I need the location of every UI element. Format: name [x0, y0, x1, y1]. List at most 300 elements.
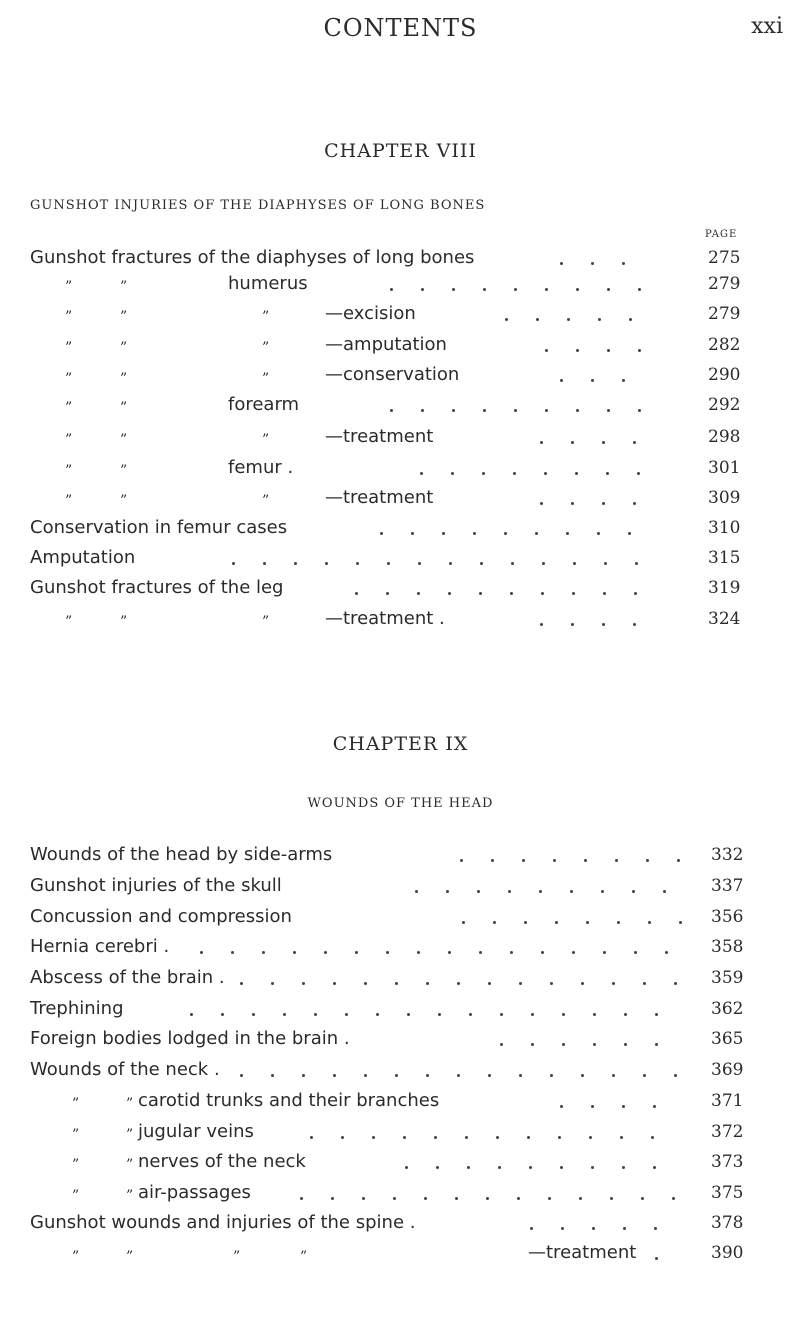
ditto-mark: ”: [126, 1188, 134, 1204]
leader-dot: [570, 890, 573, 893]
leader-dot: [493, 921, 496, 924]
leader-dot: [604, 562, 607, 565]
leader-dot: [510, 951, 513, 954]
leader-dot: [555, 921, 558, 924]
leader-dot: [240, 1074, 243, 1077]
leader-dot: [579, 1197, 582, 1200]
toc-entry-text: Wounds of the head by side-arms: [30, 844, 333, 865]
ditto-mark: ”: [262, 614, 270, 630]
leader-dot: [426, 1074, 429, 1077]
leader-dot: [514, 409, 517, 412]
leader-dot: [510, 592, 513, 595]
leader-dot: [648, 921, 651, 924]
toc-entry-page: 356: [711, 907, 744, 927]
leader-dot: [633, 623, 636, 626]
leader-dot: [271, 982, 274, 985]
toc-entry-page: 337: [711, 876, 744, 896]
leader-dot: [655, 1257, 658, 1260]
leader-dot: [480, 562, 483, 565]
leader-dot: [479, 592, 482, 595]
leader-dot: [448, 951, 451, 954]
leader-dot: [576, 349, 579, 352]
leader-dot: [572, 592, 575, 595]
leader-dot: [293, 951, 296, 954]
ditto-mark: ”: [72, 1249, 80, 1265]
toc-entry-text: Gunshot injuries of the skull: [30, 875, 282, 896]
toc-entry-page: 309: [708, 488, 741, 508]
leader-dot: [262, 951, 265, 954]
leader-dot: [452, 409, 455, 412]
ditto-mark: ”: [65, 432, 73, 448]
toc-entry-page: 371: [711, 1091, 744, 1111]
leader-dot: [607, 409, 610, 412]
toc-entry-page: 365: [711, 1029, 744, 1049]
leader-dot: [333, 1074, 336, 1077]
leader-dot: [584, 859, 587, 862]
leader-dot: [221, 1013, 224, 1016]
leader-dot: [519, 982, 522, 985]
toc-entry-page: 282: [708, 335, 741, 355]
ditto-mark: ”: [126, 1249, 134, 1265]
toc-entry-text: —treatment: [325, 487, 434, 508]
leader-dot: [624, 1043, 627, 1046]
leader-dot: [567, 318, 570, 321]
leader-dot: [457, 1074, 460, 1077]
leader-dot: [442, 532, 445, 535]
leader-dot: [581, 1074, 584, 1077]
toc-entry-page: 390: [711, 1243, 744, 1263]
leader-dot: [434, 1136, 437, 1139]
leader-dot: [629, 318, 632, 321]
leader-dot: [190, 1013, 193, 1016]
leader-dot: [550, 1074, 553, 1077]
leader-dot: [622, 262, 625, 265]
leader-dot: [591, 379, 594, 382]
leader-dot: [482, 472, 485, 475]
leader-dot: [571, 623, 574, 626]
ditto-mark: ”: [72, 1188, 80, 1204]
chapter-9-heading: CHAPTER IX: [332, 733, 469, 755]
leader-dot: [566, 532, 569, 535]
ditto-mark: ”: [262, 309, 270, 325]
toc-entry-page: 373: [711, 1152, 744, 1172]
toc-entry-page: 375: [711, 1183, 744, 1203]
toc-entry-text: humerus: [228, 273, 308, 294]
leader-dot: [550, 982, 553, 985]
leader-dot: [405, 1166, 408, 1169]
leader-dot: [438, 1013, 441, 1016]
leader-dot: [530, 1227, 533, 1230]
leader-dot: [633, 502, 636, 505]
toc-entry-text: Concussion and compression: [30, 906, 292, 927]
leader-dot: [576, 288, 579, 291]
leader-dot: [529, 1166, 532, 1169]
leader-dot: [341, 1136, 344, 1139]
leader-dot: [672, 1197, 675, 1200]
leader-dot: [542, 562, 545, 565]
leader-dot: [522, 859, 525, 862]
leader-dot: [634, 951, 637, 954]
leader-dot: [457, 982, 460, 985]
toc-entry-page: 358: [711, 937, 744, 957]
leader-dot: [449, 562, 452, 565]
leader-dot: [592, 1227, 595, 1230]
toc-entry-text: femur .: [228, 457, 294, 478]
ditto-mark: ”: [120, 309, 128, 325]
toc-entry-text: Gunshot fractures of the diaphyses of long bones: [30, 247, 475, 268]
leader-dot: [483, 288, 486, 291]
leader-dot: [562, 1013, 565, 1016]
leader-dot: [571, 502, 574, 505]
leader-dot: [607, 349, 610, 352]
leader-dot: [200, 951, 203, 954]
leader-dot: [271, 1074, 274, 1077]
toc-entry-text: Gunshot wounds and injuries of the spine .: [30, 1212, 416, 1233]
leader-dot: [380, 532, 383, 535]
leader-dot: [524, 921, 527, 924]
toc-entry-page: 290: [708, 365, 741, 385]
ditto-mark: ”: [120, 340, 128, 356]
leader-dot: [393, 1197, 396, 1200]
leader-dot: [483, 409, 486, 412]
leader-dot: [460, 859, 463, 862]
leader-dot: [617, 921, 620, 924]
leader-dot: [628, 532, 631, 535]
leader-dot: [355, 951, 358, 954]
leader-dot: [674, 982, 677, 985]
leader-dot: [541, 592, 544, 595]
toc-entry-page: 298: [708, 427, 741, 447]
leader-dot: [462, 921, 465, 924]
leader-dot: [573, 562, 576, 565]
leader-dot: [451, 472, 454, 475]
ditto-mark: ”: [126, 1127, 134, 1143]
leader-dot: [548, 1197, 551, 1200]
ditto-mark: ”: [120, 493, 128, 509]
leader-dot: [390, 288, 393, 291]
toc-entry-text: Trephining: [30, 998, 124, 1019]
toc-entry-text: —treatment .: [325, 608, 445, 629]
ditto-mark: ”: [300, 1249, 308, 1265]
ditto-mark: ”: [65, 371, 73, 387]
leader-dot: [601, 890, 604, 893]
leader-dot: [333, 982, 336, 985]
leader-dot: [511, 562, 514, 565]
leader-dot: [364, 982, 367, 985]
leader-dot: [638, 288, 641, 291]
leader-dot: [231, 951, 234, 954]
toc-entry-page: 315: [708, 548, 741, 568]
leader-dot: [403, 1136, 406, 1139]
leader-dot: [496, 1136, 499, 1139]
leader-dot: [531, 1013, 534, 1016]
leader-dot: [576, 409, 579, 412]
leader-dot: [535, 532, 538, 535]
toc-entry-text: forearm: [228, 394, 300, 415]
ditto-mark: ”: [262, 493, 270, 509]
leader-dot: [421, 409, 424, 412]
leader-dot: [411, 532, 414, 535]
leader-dot: [674, 1074, 677, 1077]
leader-dot: [232, 562, 235, 565]
leader-dot: [395, 982, 398, 985]
leader-dot: [527, 1136, 530, 1139]
leader-dot: [355, 592, 358, 595]
leader-dot: [589, 1136, 592, 1139]
leader-dot: [540, 502, 543, 505]
toc-entry-text: Conservation in femur cases: [30, 517, 288, 538]
leader-dot: [638, 409, 641, 412]
leader-dot: [300, 1197, 303, 1200]
leader-dot: [593, 1013, 596, 1016]
toc-entry-page: 275: [708, 248, 741, 268]
toc-entry-text: Abscess of the brain .: [30, 967, 225, 988]
ditto-mark: ”: [65, 614, 73, 630]
leader-dot: [356, 562, 359, 565]
toc-entry-page: 301: [708, 458, 741, 478]
leader-dot: [553, 859, 556, 862]
leader-dot: [420, 472, 423, 475]
leader-dot: [465, 1136, 468, 1139]
leader-dot: [643, 982, 646, 985]
leader-dot: [417, 951, 420, 954]
leader-dot: [677, 859, 680, 862]
leader-dot: [252, 1013, 255, 1016]
leader-dot: [545, 349, 548, 352]
ditto-mark: ”: [126, 1157, 134, 1173]
toc-entry-text: Hernia cerebri .: [30, 936, 170, 957]
leader-dot: [591, 1105, 594, 1108]
leader-dot: [455, 1197, 458, 1200]
leader-dot: [426, 982, 429, 985]
leader-dot: [395, 1074, 398, 1077]
leader-dot: [513, 472, 516, 475]
ditto-mark: ”: [65, 340, 73, 356]
leader-dot: [575, 472, 578, 475]
leader-dot: [504, 532, 507, 535]
leader-dot: [591, 262, 594, 265]
leader-dot: [612, 1074, 615, 1077]
leader-dot: [314, 1013, 317, 1016]
leader-dot: [632, 890, 635, 893]
leader-dot: [544, 472, 547, 475]
leader-dot: [646, 859, 649, 862]
leader-dot: [602, 502, 605, 505]
chapter-8-subtitle: GUNSHOT INJURIES OF THE DIAPHYSES OF LONG BONES: [30, 198, 486, 213]
leader-dot: [655, 1013, 658, 1016]
leader-dot: [424, 1197, 427, 1200]
ditto-mark: ”: [65, 463, 73, 479]
toc-entry-text: Wounds of the neck .: [30, 1059, 220, 1080]
leader-dot: [562, 1043, 565, 1046]
leader-dot: [655, 1043, 658, 1046]
running-header-title: CONTENTS: [323, 14, 478, 42]
leader-dot: [651, 1136, 654, 1139]
leader-dot: [452, 288, 455, 291]
ditto-mark: ”: [72, 1096, 80, 1112]
leader-dot: [372, 1136, 375, 1139]
leader-dot: [498, 1166, 501, 1169]
leader-dot: [665, 951, 668, 954]
toc-entry-text: air-passages: [138, 1182, 251, 1203]
leader-dot: [597, 532, 600, 535]
leader-dot: [623, 1227, 626, 1230]
leader-dot: [325, 562, 328, 565]
leader-dot: [446, 890, 449, 893]
leader-dot: [560, 379, 563, 382]
leader-dot: [622, 379, 625, 382]
leader-dot: [407, 1013, 410, 1016]
leader-dot: [362, 1197, 365, 1200]
leader-dot: [634, 592, 637, 595]
leader-dot: [545, 409, 548, 412]
leader-dot: [500, 1043, 503, 1046]
leader-dot: [561, 1227, 564, 1230]
leader-dot: [345, 1013, 348, 1016]
leader-dot: [572, 951, 575, 954]
leader-dot: [310, 1136, 313, 1139]
leader-dot: [294, 562, 297, 565]
ditto-mark: ”: [126, 1096, 134, 1112]
toc-entry-page: 279: [708, 274, 741, 294]
leader-dot: [473, 532, 476, 535]
leader-dot: [560, 1105, 563, 1108]
ditto-mark: ”: [65, 493, 73, 509]
ditto-mark: ”: [120, 279, 128, 295]
running-header-page-number: xxi: [751, 14, 783, 39]
leader-dot: [679, 921, 682, 924]
leader-dot: [593, 1043, 596, 1046]
toc-entry-text: jugular veins: [138, 1121, 254, 1142]
leader-dot: [448, 592, 451, 595]
leader-dot: [620, 1136, 623, 1139]
leader-dot: [653, 1166, 656, 1169]
leader-dot: [491, 859, 494, 862]
leader-dot: [386, 592, 389, 595]
leader-dot: [603, 951, 606, 954]
leader-dot: [517, 1197, 520, 1200]
leader-dot: [486, 1197, 489, 1200]
toc-entry-text: Foreign bodies lodged in the brain .: [30, 1028, 350, 1049]
leader-dot: [653, 1105, 656, 1108]
leader-dot: [607, 288, 610, 291]
leader-dot: [324, 951, 327, 954]
leader-dot: [415, 890, 418, 893]
leader-dot: [654, 1227, 657, 1230]
toc-entry-text: —amputation: [325, 334, 447, 355]
ditto-mark: ”: [233, 1249, 241, 1265]
leader-dot: [390, 409, 393, 412]
leader-dot: [467, 1166, 470, 1169]
leader-dot: [500, 1013, 503, 1016]
leader-dot: [545, 288, 548, 291]
leader-dot: [488, 1074, 491, 1077]
toc-entry-text: Amputation: [30, 547, 136, 568]
chapter-8-heading: CHAPTER VIII: [324, 140, 477, 162]
ditto-mark: ”: [262, 340, 270, 356]
leader-dot: [643, 1074, 646, 1077]
leader-dot: [477, 890, 480, 893]
leader-dot: [602, 441, 605, 444]
leader-dot: [505, 318, 508, 321]
toc-entry-text: —excision: [325, 303, 416, 324]
ditto-mark: ”: [262, 432, 270, 448]
toc-entry-text: —conservation: [325, 364, 460, 385]
toc-entry-page: 292: [708, 395, 741, 415]
leader-dot: [540, 441, 543, 444]
leader-dot: [240, 982, 243, 985]
ditto-mark: ”: [120, 400, 128, 416]
toc-entry-page: 310: [708, 518, 741, 538]
leader-dot: [598, 318, 601, 321]
leader-dot: [536, 318, 539, 321]
leader-dot: [560, 262, 563, 265]
leader-dot: [331, 1197, 334, 1200]
leader-dot: [386, 951, 389, 954]
leader-dot: [508, 890, 511, 893]
ditto-mark: ”: [120, 614, 128, 630]
leader-dot: [539, 890, 542, 893]
leader-dot: [302, 1074, 305, 1077]
leader-dot: [581, 982, 584, 985]
leader-dot: [612, 982, 615, 985]
ditto-mark: ”: [72, 1127, 80, 1143]
leader-dot: [638, 349, 641, 352]
toc-entry-page: 362: [711, 999, 744, 1019]
leader-dot: [633, 441, 636, 444]
leader-dot: [479, 951, 482, 954]
toc-entry-text: nerves of the neck: [138, 1151, 306, 1172]
ditto-mark: ”: [65, 400, 73, 416]
leader-dot: [602, 623, 605, 626]
leader-dot: [615, 859, 618, 862]
toc-entry-page: 369: [711, 1060, 744, 1080]
ditto-mark: ”: [65, 279, 73, 295]
leader-dot: [558, 1136, 561, 1139]
leader-dot: [622, 1166, 625, 1169]
toc-entry-page: 324: [708, 609, 741, 629]
leader-dot: [637, 472, 640, 475]
toc-entry-text: —treatment: [325, 426, 434, 447]
leader-dot: [488, 982, 491, 985]
leader-dot: [606, 472, 609, 475]
leader-dot: [418, 562, 421, 565]
leader-dot: [417, 592, 420, 595]
leader-dot: [663, 890, 666, 893]
chapter-9-subtitle: WOUNDS OF THE HEAD: [307, 796, 494, 811]
leader-dot: [591, 1166, 594, 1169]
leader-dot: [387, 562, 390, 565]
toc-entry-text: carotid trunks and their branches: [138, 1090, 440, 1111]
leader-dot: [531, 1043, 534, 1046]
leader-dot: [263, 562, 266, 565]
leader-dot: [469, 1013, 472, 1016]
leader-dot: [624, 1013, 627, 1016]
leader-dot: [541, 951, 544, 954]
leader-dot: [540, 623, 543, 626]
toc-entry-text: —treatment: [528, 1242, 637, 1263]
leader-dot: [421, 288, 424, 291]
ditto-mark: ”: [262, 371, 270, 387]
toc-entry-page: 332: [711, 845, 744, 865]
leader-dot: [514, 288, 517, 291]
toc-entry-page: 378: [711, 1213, 744, 1233]
leader-dot: [376, 1013, 379, 1016]
leader-dot: [603, 592, 606, 595]
ditto-mark: ”: [120, 463, 128, 479]
leader-dot: [610, 1197, 613, 1200]
leader-dot: [364, 1074, 367, 1077]
